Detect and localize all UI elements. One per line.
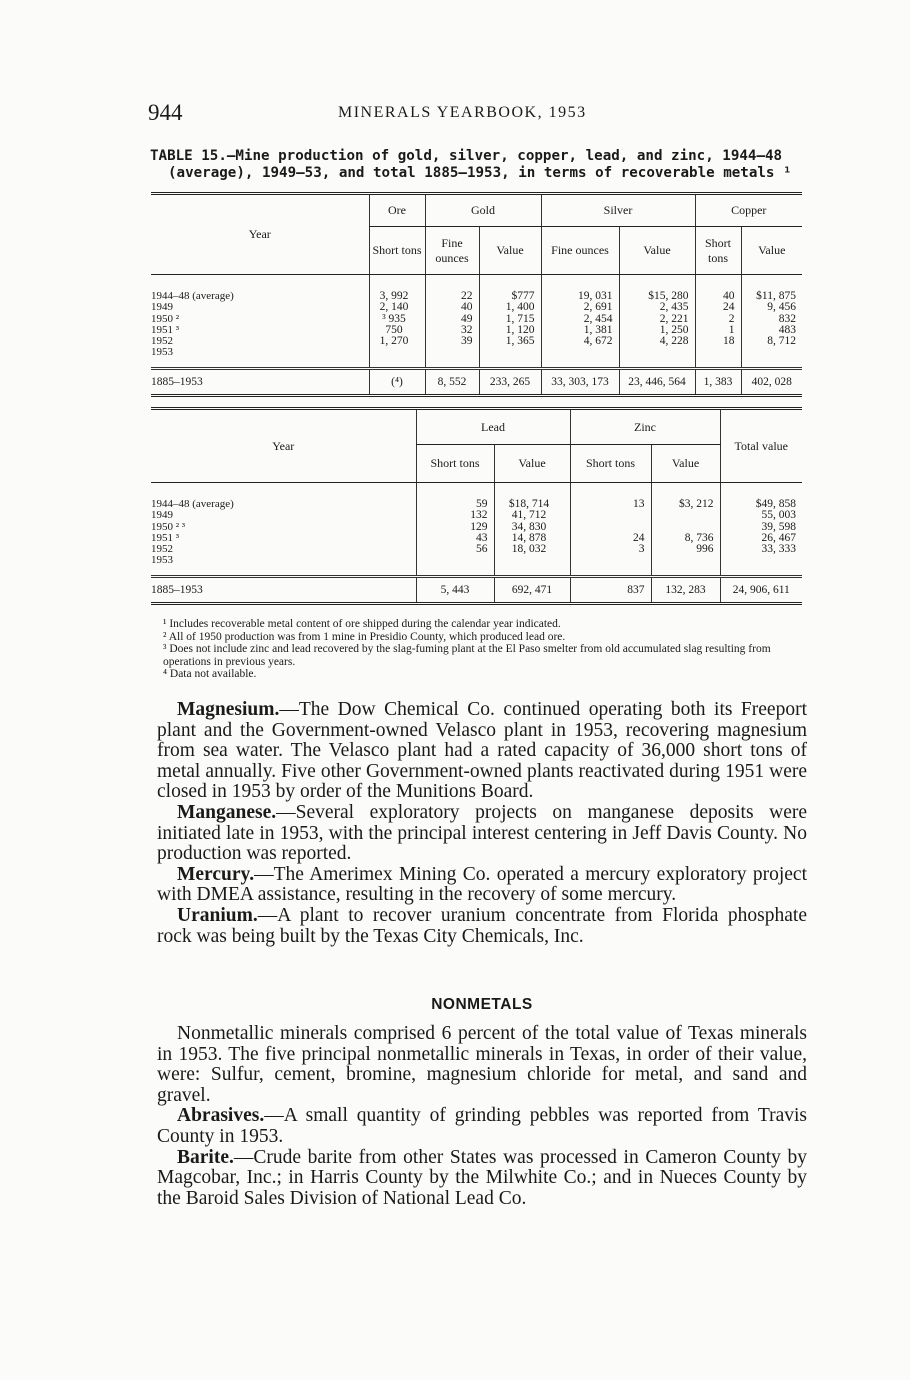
col-header-gold: Gold [425,194,541,227]
col-header-zinc-value: Value [651,445,720,483]
silver-ounces-values: 19, 031 2, 691 2, 454 1, 381 4, 672 [541,275,619,369]
total-label: 1885–1953 [151,369,369,396]
running-title: MINERALS YEARBOOK, 1953 [338,104,587,121]
col-header-gold-value: Value [479,227,541,275]
total-copper-tons: 1, 383 [695,369,741,396]
total-lead-value: 692, 471 [494,577,570,604]
footnote-2: ² All of 1950 production was from 1 mine in Presidio County, which produced lead ore. [163,630,566,643]
col-header-zinc: Zinc [570,409,720,445]
page-number: 944 [148,100,183,125]
total-ore: (⁴) [369,369,425,396]
col-header-year: Year [151,194,369,275]
total-gold-ounces: 8, 552 [425,369,479,396]
col-header-lead: Lead [416,409,570,445]
total-zinc-value: 132, 283 [651,577,720,604]
gold-ounces-values: 22 40 49 32 39 [425,275,479,369]
total-silver-value: 23, 446, 564 [619,369,695,396]
text-uranium: —A plant to recover uranium concentrate from Florida phosphate rock was being built by the Texas City Chemicals, Inc. [157,904,807,947]
col-header-lead-value: Value [494,445,570,483]
heading-uranium: Uranium. [177,904,258,926]
total-silver-ounces: 33, 303, 173 [541,369,619,396]
footnote-1: ¹ Includes recoverable metal content of ore shipped during the calendar year indicated. [163,618,561,630]
heading-magnesium: Magnesium. [177,699,280,720]
year-labels-2: 1944–48 (average) 1949 1950 ² ³ 1951 ³ 1952 1953 [151,498,234,567]
lead-value-values: $18, 714 41, 712 34, 830 14, 878 18, 032 [494,483,570,577]
metals-section [157,700,807,947]
section-title-nonmetals: NONMETALS [431,996,533,1013]
table-part-2 [151,407,802,605]
copper-value-values: $11, 875 9, 456 832 483 8, 712 [741,275,802,369]
silver-value-values: $15, 280 2, 435 2, 221 1, 250 4, 228 [619,275,695,369]
zinc-value-values: $3, 212 8, 736 996 [651,483,720,577]
caption-line-1: TABLE 15.—Mine production of gold, silver, copper, lead, and zinc, 1944–48 [150,148,783,164]
lead-tons-values: 59 132 129 43 56 [416,483,494,577]
text-magnesium: —The Dow Chemical Co. continued operating both its Freeport plant and the Government-owned Velasco plant in 1953, recovering magnesium from sea water. The Velasco plant had a rated capacity of 36,000 short tons of metal annually. Five other Government-owned plants reactivated during 1951 were closed in 1953 by order of the Munitions Board. [157,699,807,803]
gold-value-values: $777 1, 400 1, 715 1, 120 1, 365 [479,275,541,369]
paragraph-barite [157,1148,807,1210]
heading-mercury: Mercury. [177,863,255,885]
col-header-silver: Silver [541,194,695,227]
paragraph-abrasives [157,1106,807,1147]
total-gold-value: 233, 265 [479,369,541,396]
ore-values: 3, 992 2, 140 ³ 935 750 1, 270 [369,275,425,369]
col-header-copper-short-tons: Short tons [695,227,741,275]
table-caption [150,148,815,182]
col-header-copper: Copper [695,194,802,227]
paragraph-magnesium [157,700,807,803]
copper-tons-values: 40 24 2 1 18 [695,275,741,369]
col-header-ore-short-tons: Short tons [369,227,425,275]
text-abrasives: —A small quantity of grinding pebbles was reported from Travis County in 1953. [157,1105,807,1147]
col-header-ore: Ore [369,194,425,227]
col-header-copper-value: Value [741,227,802,275]
heading-manganese: Manganese. [177,801,277,823]
footnote-4: ⁴ Data not available. [163,668,257,681]
total-value-sum: 24, 906, 611 [720,577,802,604]
text-manganese: —Several exploratory projects on manganese deposits were initiated late in 1953, with the principal interest centering in Jeff Davis County. No production was reported. [157,801,807,865]
col-header-year-2: Year [151,409,416,483]
heading-abrasives: Abrasives. [177,1105,265,1127]
footnote-3: ³ Does not include zinc and lead recovered by the slag-fuming plant at the El Paso smelter from old accumulated slag resulting from operations in previous years. [163,643,771,668]
col-header-silver-value: Value [619,227,695,275]
caption-line-2: (average), 1949–53, and total 1885–1953, in terms of recoverable metals ¹ [168,165,792,181]
zinc-tons-values: 13 24 3 [570,483,651,577]
page-header [148,100,810,130]
total-value-values: $49, 858 55, 003 39, 598 26, 467 33, 333 [720,483,802,577]
table-row-total [151,369,802,396]
col-header-silver-fine-ounces: Fine ounces [541,227,619,275]
paragraph-nonmetals: Nonmetallic minerals comprised 6 percent of the total value of Texas minerals in 1953. The five principal nonmetallic minerals in Texas, in order of their value, were: Sulfur, cement, bromine, magnesium chloride for metal, and sand and gravel. [157,1023,807,1106]
col-header-zinc-short-tons: Short tons [570,445,651,483]
col-header-total-value: Total value [720,409,802,483]
footnotes [157,618,807,681]
text-barite: —Crude barite from other States was processed in Cameron County by Magcobar, Inc.; in Harris County by the Milwhite Co.; and in Nueces County by the Baroid Sales Division of National Lead Co. [157,1146,807,1209]
year-labels: 1944–48 (average) 1949 1950 ² 1951 ³ 1952 1953 [151,290,234,359]
table-part-1 [151,192,802,397]
table-row-total-2 [151,577,802,604]
paragraph-manganese [157,803,807,865]
paragraph-uranium [157,906,807,947]
total-zinc-tons: 837 [570,577,651,604]
text-mercury: —The Amerimex Mining Co. operated a mercury exploratory project with DMEA assistance, resulting in the recovery of some mercury. [157,863,807,906]
heading-barite: Barite. [177,1146,234,1168]
paragraph-mercury [157,865,807,906]
col-header-lead-short-tons: Short tons [416,445,494,483]
col-header-gold-fine-ounces: Fine ounces [425,227,479,275]
total-lead-tons: 5, 443 [416,577,494,604]
total-label-2: 1885–1953 [151,577,416,604]
total-copper-value: 402, 028 [741,369,802,396]
nonmetals-section [157,1024,807,1209]
